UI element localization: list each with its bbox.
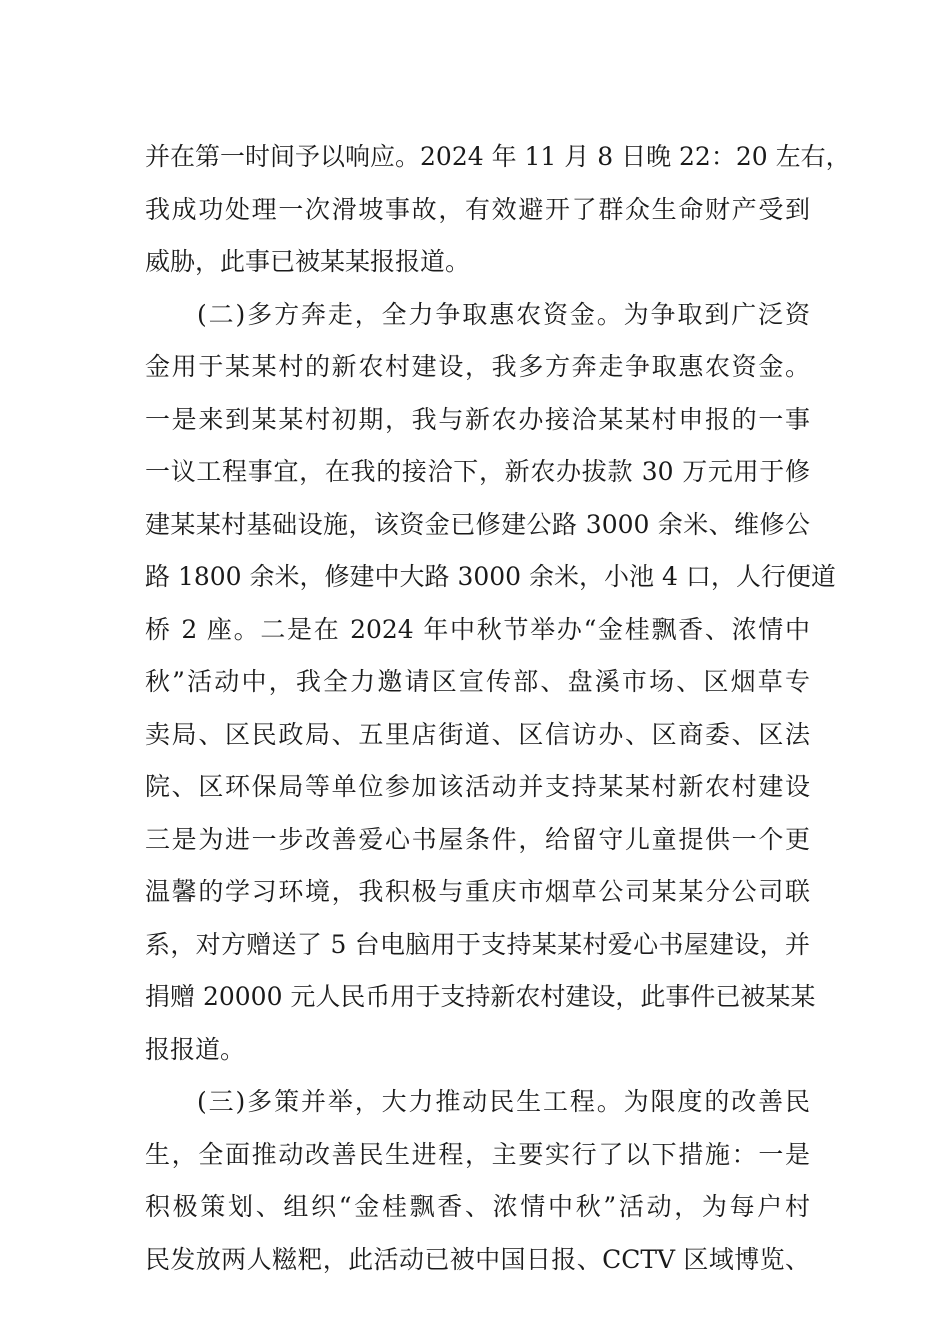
- paragraph-first-line: (二)多方奔走，全力争取惠农资金。为争取到广泛资: [197, 299, 810, 329]
- text-line: 系，对方赠送了 5 台电脑用于支持某某村爱心书屋建设，并: [145, 929, 810, 959]
- text-line: 秋”活动中，我全力邀请区宣传部、盘溪市场、区烟草专: [145, 667, 810, 696]
- text-line: 积极策划、组织“金桂飘香、浓情中秋”活动，为每户村: [145, 1192, 810, 1221]
- text-line: 生，全面推动改善民生进程，主要实行了以下措施：一是: [145, 1139, 810, 1169]
- text-line: 金用于某某村的新农村建设，我多方奔走争取惠农资金。: [145, 352, 810, 381]
- text-line: 一是来到某某村初期，我与新农办接洽某某村申报的一事: [145, 404, 810, 434]
- text-line: 院、区环保局等单位参加该活动并支持某某村新农村建设: [145, 772, 810, 801]
- text-line: 威胁，此事已被某某报报道。: [145, 247, 471, 276]
- text-line: 民发放两人糍粑，此活动已被中国日报、CCTV 区域博览、: [145, 1244, 810, 1274]
- text-line: 温馨的学习环境，我积极与重庆市烟草公司某某分公司联: [145, 877, 810, 906]
- text-line: 建某某村基础设施，该资金已修建公路 3000 余米、维修公: [145, 509, 810, 539]
- text-line: 三是为进一步改善爱心书屋条件，给留守儿童提供一个更: [145, 824, 810, 854]
- text-line: 捐赠 20000 元人民币用于支持新农村建设，此事件已被某某: [145, 982, 816, 1011]
- body-text: [145, 131, 851, 1286]
- text-line: 并在第一时间予以响应。2024 年 11 月 8 日晚 22：20 左右，: [145, 142, 851, 171]
- text-line: 卖局、区民政局、五里店街道、区信访办、区商委、区法: [145, 719, 810, 749]
- text-line: 一议工程事宜，在我的接洽下，新农办拔款 30 万元用于修: [145, 457, 810, 486]
- text-line: 路 1800 余米，修建中大路 3000 余米，小池 4 口，人行便道: [145, 562, 836, 591]
- text-line: 报报道。: [145, 1034, 246, 1064]
- text-line: 我成功处理一次滑坡事故，有效避开了群众生命财产受到: [145, 194, 810, 224]
- text-line: 桥 2 座。二是在 2024 年中秋节举办“金桂飘香、浓情中: [145, 614, 810, 644]
- paragraph-first-line: (三)多策并举，大力推动民生工程。为限度的改善民: [197, 1087, 810, 1116]
